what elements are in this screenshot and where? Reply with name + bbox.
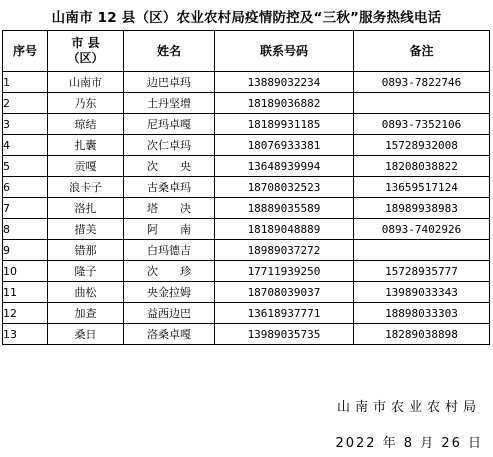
- cell-no: 10: [3, 261, 48, 282]
- cell-phone: 18708032523: [215, 177, 354, 198]
- cell-phone: 18189036882: [215, 93, 354, 114]
- cell-name: 次仁卓玛: [124, 135, 215, 156]
- header-county-line1: 市 县: [71, 36, 100, 50]
- cell-name: 益西边巴: [124, 303, 215, 324]
- cell-name: 土丹坚增: [124, 93, 215, 114]
- table-row: [3, 156, 490, 177]
- cell-county: 错那: [48, 240, 124, 261]
- cell-note: 0893-7822746: [354, 72, 490, 93]
- cell-note: 18208038822: [354, 156, 490, 177]
- cell-name: 央金拉姆: [124, 282, 215, 303]
- cell-no: 8: [3, 219, 48, 240]
- table-header-row: [3, 31, 490, 72]
- cell-note: [354, 93, 490, 114]
- table-row: [3, 198, 490, 219]
- cell-name: 塔 决: [124, 198, 215, 219]
- cell-phone: 18708039037: [215, 282, 354, 303]
- header-county: [48, 31, 124, 72]
- cell-phone: 17711939250: [215, 261, 354, 282]
- cell-no: 3: [3, 114, 48, 135]
- cell-note: 15728935777: [354, 261, 490, 282]
- cell-county: 山南市: [48, 72, 124, 93]
- cell-county: 隆子: [48, 261, 124, 282]
- cell-county: 加查: [48, 303, 124, 324]
- cell-no: 12: [3, 303, 48, 324]
- cell-name: 边巴卓玛: [124, 72, 215, 93]
- cell-note: 13989033343: [354, 282, 490, 303]
- cell-phone: 13648939994: [215, 156, 354, 177]
- cell-note: 13659517124: [354, 177, 490, 198]
- cell-name: 阿 南: [124, 219, 215, 240]
- cell-county: 桑日: [48, 324, 124, 345]
- cell-note: 15728932008: [354, 135, 490, 156]
- table-row: [3, 114, 490, 135]
- cell-note: 18989938983: [354, 198, 490, 219]
- cell-note: 18898033303: [354, 303, 490, 324]
- cell-no: 5: [3, 156, 48, 177]
- cell-no: 1: [3, 72, 48, 93]
- cell-county: 曲松: [48, 282, 124, 303]
- cell-county: 洛扎: [48, 198, 124, 219]
- cell-county: 贡嘎: [48, 156, 124, 177]
- cell-county: 扎囊: [48, 135, 124, 156]
- cell-name: 洛桑卓嘎: [124, 324, 215, 345]
- cell-note: 0893-7402926: [354, 219, 490, 240]
- cell-name: 尼玛卓嘎: [124, 114, 215, 135]
- cell-no: 2: [3, 93, 48, 114]
- cell-phone: 18076933381: [215, 135, 354, 156]
- table-row: [3, 72, 490, 93]
- table-row: [3, 303, 490, 324]
- cell-phone: 18189931185: [215, 114, 354, 135]
- cell-phone: 18189048889: [215, 219, 354, 240]
- cell-name: 古桑卓玛: [124, 177, 215, 198]
- cell-no: 13: [3, 324, 48, 345]
- cell-note: [354, 240, 490, 261]
- cell-phone: 13989035735: [215, 324, 354, 345]
- header-no: 序号: [3, 31, 48, 72]
- cell-no: 9: [3, 240, 48, 261]
- header-phone: 联系号码: [215, 31, 354, 72]
- table-row: [3, 282, 490, 303]
- cell-name: 次 央: [124, 156, 215, 177]
- cell-note: 0893-7352106: [354, 114, 490, 135]
- cell-phone: 13889032234: [215, 72, 354, 93]
- cell-county: 浪卡子: [48, 177, 124, 198]
- footer-date: 2022 年 8 月 26 日: [335, 436, 483, 451]
- hotline-table: [2, 30, 490, 345]
- cell-no: 11: [3, 282, 48, 303]
- cell-county: 琼结: [48, 114, 124, 135]
- header-note: 备注: [354, 31, 490, 72]
- table-row: [3, 261, 490, 282]
- header-county-line2: （区）: [67, 51, 104, 65]
- cell-phone: 18889035589: [215, 198, 354, 219]
- header-name: 姓名: [124, 31, 215, 72]
- table-row: [3, 135, 490, 156]
- table-row: [3, 219, 490, 240]
- cell-no: 7: [3, 198, 48, 219]
- cell-no: 6: [3, 177, 48, 198]
- footer-org: 山南市农业农村局: [336, 400, 481, 415]
- table-row: [3, 324, 490, 345]
- table-row: [3, 240, 490, 261]
- cell-county: 措美: [48, 219, 124, 240]
- cell-note: 18289038898: [354, 324, 490, 345]
- table-row: [3, 177, 490, 198]
- cell-name: 次 珍: [124, 261, 215, 282]
- cell-no: 4: [3, 135, 48, 156]
- cell-phone: 18989037272: [215, 240, 354, 261]
- cell-phone: 13618937771: [215, 303, 354, 324]
- page-title: 山南市 12 县（区）农业农村局疫情防控及“三秋”服务热线电话: [51, 10, 442, 26]
- table-row: [3, 93, 490, 114]
- cell-county: 乃东: [48, 93, 124, 114]
- cell-name: 白玛德吉: [124, 240, 215, 261]
